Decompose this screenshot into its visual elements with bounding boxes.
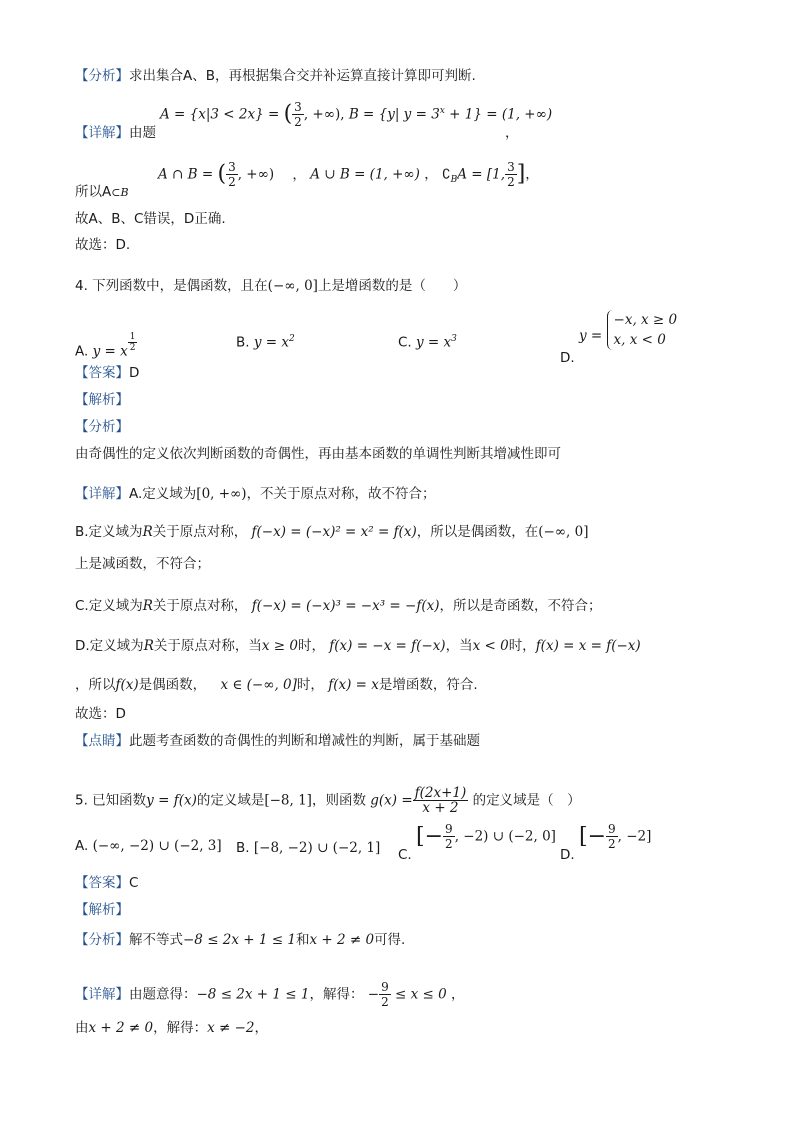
q4-detail-d: D.定义域为R关于原点对称，当x ≥ 0时， f(x) = −x = f(−x)，当x < 0时，f(x) = x = f(−x) — [75, 638, 641, 654]
q4-detail-c: C.定义域为R关于原点对称， f(−x) = (−x)³ = −x³ = −f(x)，所以是奇函数，不符合； — [75, 598, 602, 614]
subset-symbol: ⊂ — [111, 186, 121, 199]
complement-symbol: ∁ — [442, 166, 451, 183]
q5-option-d: D. [− $\frac{9}{2}$ , −2] — [560, 822, 652, 863]
q4-comment-line: 【点睛】此题考查函数的奇偶性的判断和增减性的判断，属于基础题 — [75, 733, 480, 749]
q4-option-c: C. $y = x^3$ — [398, 334, 457, 351]
piecewise-brace: −x, x ≥ 0 x, x < 0 — [607, 310, 678, 350]
q4-answer: D — [129, 365, 140, 381]
analysis-text: 求出集合A、B，再根据集合交并补运算直接计算即可判断. — [129, 68, 476, 84]
detail-text: 由题 — [129, 125, 156, 141]
q5-explain-tag: 【解析】 — [75, 902, 129, 918]
q4-stem: 4. 下列函数中，是偶函数，且在(−∞, 0]上是增函数的是（ ） — [75, 278, 467, 294]
detail-tag: 【详解】 — [75, 125, 129, 141]
q5-option-b: B. [−8, −2) ∪ (−2, 1] — [236, 840, 381, 856]
q5-analysis-line: 【分析】解不等式−8 ≤ 2x + 1 ≤ 1和x + 2 ≠ 0可得. — [75, 932, 406, 948]
q5-detail-line: 【详解】由题意得：−8 ≤ 2x + 1 ≤ 1，解得： − $\frac{9}{2}$ ≤ x ≤ 0 ， — [75, 980, 465, 1009]
q4-detail-a: 【详解】A.定义域为[0, +∞)，不关于原点对称，故不符合； — [75, 486, 436, 502]
q4-detail-d-cont: ，所以f(x)是偶函数， x ∈ (−∞, 0]时， f(x) = x是增函数，符合. — [75, 677, 478, 693]
analysis-tag: 【分析】 — [75, 68, 129, 84]
intersection-fraction: $\frac{3}{2}$ — [228, 160, 236, 189]
q3-so-line: 所以A⊂B — [75, 184, 129, 200]
complement-expr: A = [1, — [457, 166, 506, 183]
q3-detail-line: 【详解】由题 ， — [75, 125, 519, 141]
q3-choose-line: 故选：D. — [75, 237, 131, 253]
q5-stem: 5. 已知函数y = f(x)的定义域是[−8, 1]，则函数 g(x) = $\frac{f(2x+1)}{x + 2}$ 的定义域是（ ） — [75, 785, 581, 816]
union-expr: A ∪ B = (1, +∞) — [310, 166, 420, 183]
q4-option-a: A. y = x $\frac{1}{2}$ — [75, 332, 136, 360]
stem-interval: (−∞, 0] — [267, 278, 318, 294]
q4-choose-line: 故选：D — [75, 706, 126, 722]
q5-answer: C — [129, 875, 139, 891]
q5-last-line: 由x + 2 ≠ 0，解得：x ≠ −2， — [75, 1020, 269, 1036]
q3-results: A ∩ B = ( $\frac{3}{2}$ , +∞) ， A ∪ B = (1, +∞) ， $∁_BA = [1$, $\frac{3}{2}$ ]， — [158, 160, 539, 189]
set-b-tail: + 1} = (1, +∞) — [444, 106, 553, 123]
q5-answer-line: 【答案】C — [75, 875, 139, 891]
q5-g-fraction: $\frac{f(2x+1)}{x + 2}$ — [414, 785, 467, 816]
q4-option-d: D. y = −x, x ≥ 0 x, x < 0 — [560, 312, 678, 366]
set-a-expr: A = {x|3 < 2x} = — [160, 106, 280, 123]
set-b-expr: B = {y| y = 3 — [348, 106, 440, 123]
q4-answer-line: 【答案】D — [75, 365, 140, 381]
q5-option-c: C. [− $\frac{9}{2}$ , −2) ∪ (−2, 0] — [398, 822, 556, 863]
q4-option-b: B. $y = x^2$ — [236, 334, 295, 351]
q4-analysis-text: 由奇偶性的定义依次判断函数的奇偶性，再由基本函数的单调性判断其增减性即可 — [75, 446, 561, 462]
q4-analysis-tag: 【分析】 — [75, 419, 129, 435]
q3-wrong-line: 故A、B、C错误，D正确. — [75, 211, 226, 227]
q3-set-definitions: A = {x|3 < 2x} = ( $\frac{3}{2}$ , +∞), B = {y| $y = 3^x + 1\} = (1$, +∞) — [160, 100, 553, 129]
set-a-tail: , +∞), — [303, 106, 345, 123]
q4-explain-tag: 【解析】 — [75, 392, 129, 408]
intersection-expr: A ∩ B = — [158, 166, 214, 183]
set-a-fraction: $\frac{3}{2}$ — [294, 100, 302, 129]
q3-analysis-line — [75, 66, 754, 86]
q4-detail-b-cont: 上是减函数，不符合； — [75, 556, 210, 572]
q5-option-a: A. (−∞, −2) ∪ (−2, 3] — [75, 838, 222, 854]
q4-detail-b: B.定义域为R关于原点对称， f(−x) = (−x)² = x² = f(x)，所以是偶函数，在(−∞, 0] — [75, 524, 589, 540]
